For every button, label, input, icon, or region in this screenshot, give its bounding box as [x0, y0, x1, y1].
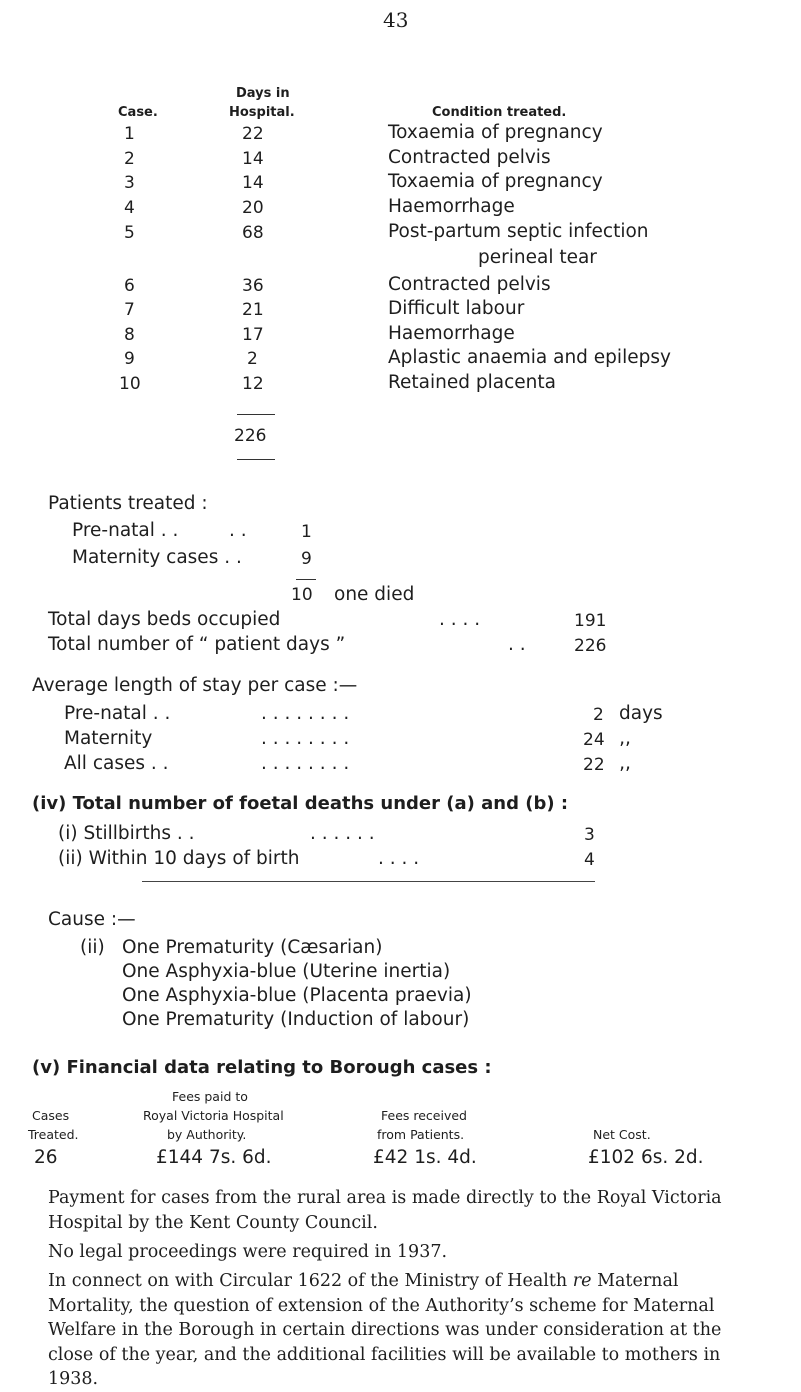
average-stay-unit: ‚‚	[619, 728, 631, 749]
average-stay-heading: Average length of stay per case :—	[32, 675, 358, 696]
case-number: 4	[124, 198, 135, 218]
condition-treated: Post-partum septic infection	[388, 221, 649, 242]
days-in-hospital: 36	[242, 276, 264, 296]
days-in-hospital: 14	[242, 149, 264, 169]
maternity-label: Maternity cases . .	[72, 547, 242, 568]
pre-natal-label: Pre-natal . .	[72, 520, 179, 541]
condition-treated: Toxaemia of pregnancy	[388, 171, 603, 192]
patient-days-label: Total number of “ patient days ”	[48, 634, 346, 655]
pre-natal-value: 1	[301, 522, 312, 542]
patient-days-dots: . .	[508, 634, 526, 655]
cases-header-1: Cases	[32, 1108, 70, 1123]
case-number: 7	[124, 300, 135, 320]
days-in-hospital: 20	[242, 198, 264, 218]
fees-paid-header-1: Fees paid to	[172, 1089, 248, 1104]
financial-heading: (v) Financial data relating to Borough cases :	[32, 1057, 492, 1078]
condition-treated: Contracted pelvis	[388, 274, 551, 295]
case-number: 1	[124, 124, 135, 144]
days-header-line2: Hospital.	[229, 105, 295, 120]
case-number: 2	[124, 149, 135, 169]
condition-treated: Toxaemia of pregnancy	[388, 122, 603, 143]
foetal-death-value: 3	[584, 825, 595, 845]
fees-paid-value: £144 7s. 6d.	[156, 1147, 272, 1168]
condition-treated: Aplastic anaemia and epilepsy	[388, 347, 671, 368]
condition-treated: Contracted pelvis	[388, 147, 551, 168]
total-days: 226	[234, 426, 267, 446]
condition-treated: Haemorrhage	[388, 196, 515, 217]
patients-total: 10	[291, 585, 313, 605]
average-stay-label: Pre-natal . .	[64, 703, 171, 724]
condition-treated: Retained placenta	[388, 372, 556, 393]
days-in-hospital: 2	[247, 349, 258, 369]
average-stay-unit: ‚‚	[619, 753, 631, 774]
case-number: 3	[124, 173, 135, 193]
foetal-death-value: 4	[584, 850, 595, 870]
days-in-hospital: 68	[242, 223, 264, 243]
average-stay-dots: . . . . . . . .	[261, 703, 350, 724]
cause-line: One Asphyxia-blue (Placenta praevia)	[122, 985, 472, 1006]
condition-header: Condition treated.	[432, 105, 567, 120]
cause-line: One Prematurity (Cæsarian)	[122, 937, 383, 958]
cause-line: One Prematurity (Induction of labour)	[122, 1009, 470, 1030]
patients-died-note: one died	[334, 584, 415, 605]
case-number: 8	[124, 325, 135, 345]
foetal-death-dots: . . . . . .	[310, 823, 375, 844]
total-rule-bottom	[237, 459, 275, 460]
foetal-death-label: (i) Stillbirths . .	[58, 823, 195, 844]
average-stay-dots: . . . . . . . .	[261, 728, 350, 749]
foetal-deaths-heading: (iv) Total number of foetal deaths under (a) and (b) :	[32, 793, 569, 814]
fees-paid-header-2: Royal Victoria Hospital	[143, 1108, 284, 1123]
average-stay-label: Maternity	[64, 728, 153, 749]
section-divider	[142, 881, 595, 882]
average-stay-value: 22	[583, 755, 605, 775]
condition-treated: Difficult labour	[388, 298, 525, 319]
foetal-death-dots: . . . .	[378, 848, 420, 869]
beds-occupied-dots: . . . .	[439, 609, 481, 630]
paragraph-circular: In connect on with Circular 1622 of the Ministry of Health re Maternal Mortality, the question of extension of the Authority’s scheme for Maternal Welfare in the Borough in certain directions was under consideration at the close of the year, and the additional facilities will be available to mothers in 1938.	[48, 1271, 722, 1389]
patients-treated-heading: Patients treated :	[48, 493, 208, 514]
patients-total-rule	[296, 579, 316, 580]
pre-natal-dots: . .	[229, 520, 247, 541]
case-number: 10	[119, 374, 141, 394]
fees-received-header-1: Fees received	[381, 1108, 467, 1123]
days-in-hospital: 22	[242, 124, 264, 144]
average-stay-value: 2	[593, 705, 604, 725]
case-header: Case.	[118, 105, 158, 120]
patient-days-value: 226	[574, 636, 607, 656]
beds-occupied-value: 191	[574, 611, 607, 631]
cause-prefix: (ii)	[80, 937, 105, 958]
condition-treated: Haemorrhage	[388, 323, 515, 344]
cause-line: One Asphyxia-blue (Uterine inertia)	[122, 961, 451, 982]
net-cost-value: £102 6s. 2d.	[588, 1147, 704, 1168]
average-stay-dots: . . . . . . . .	[261, 753, 350, 774]
condition-treated-continued: perineal tear	[478, 247, 597, 268]
case-number: 9	[124, 349, 135, 369]
case-number: 5	[124, 223, 135, 243]
days-in-hospital: 17	[242, 325, 264, 345]
total-rule-top	[237, 414, 275, 415]
beds-occupied-label: Total days beds occupied	[48, 609, 281, 630]
paragraph-payment: Payment for cases from the rural area is made directly to the Royal Victoria Hospital by the Kent County Council.	[48, 1188, 722, 1233]
days-in-hospital: 21	[242, 300, 264, 320]
cause-heading: Cause :—	[48, 909, 136, 930]
average-stay-value: 24	[583, 730, 605, 750]
page-number: 43	[383, 8, 409, 32]
fees-received-value: £42 1s. 4d.	[373, 1147, 477, 1168]
days-header-line1: Days in	[236, 86, 290, 101]
paragraph-legal: No legal proceedings were required in 1937.	[48, 1242, 448, 1262]
days-in-hospital: 14	[242, 173, 264, 193]
average-stay-unit: days	[619, 703, 663, 724]
days-in-hospital: 12	[242, 374, 264, 394]
fees-paid-header-3: by Authority.	[167, 1127, 247, 1142]
cases-value: 26	[34, 1147, 58, 1168]
net-cost-header: Net Cost.	[593, 1127, 651, 1142]
fees-received-header-2: from Patients.	[377, 1127, 465, 1142]
case-number: 6	[124, 276, 135, 296]
maternity-value: 9	[301, 549, 312, 569]
average-stay-label: All cases . .	[64, 753, 169, 774]
cases-header-2: Treated.	[28, 1127, 79, 1142]
foetal-death-label: (ii) Within 10 days of birth	[58, 848, 300, 869]
